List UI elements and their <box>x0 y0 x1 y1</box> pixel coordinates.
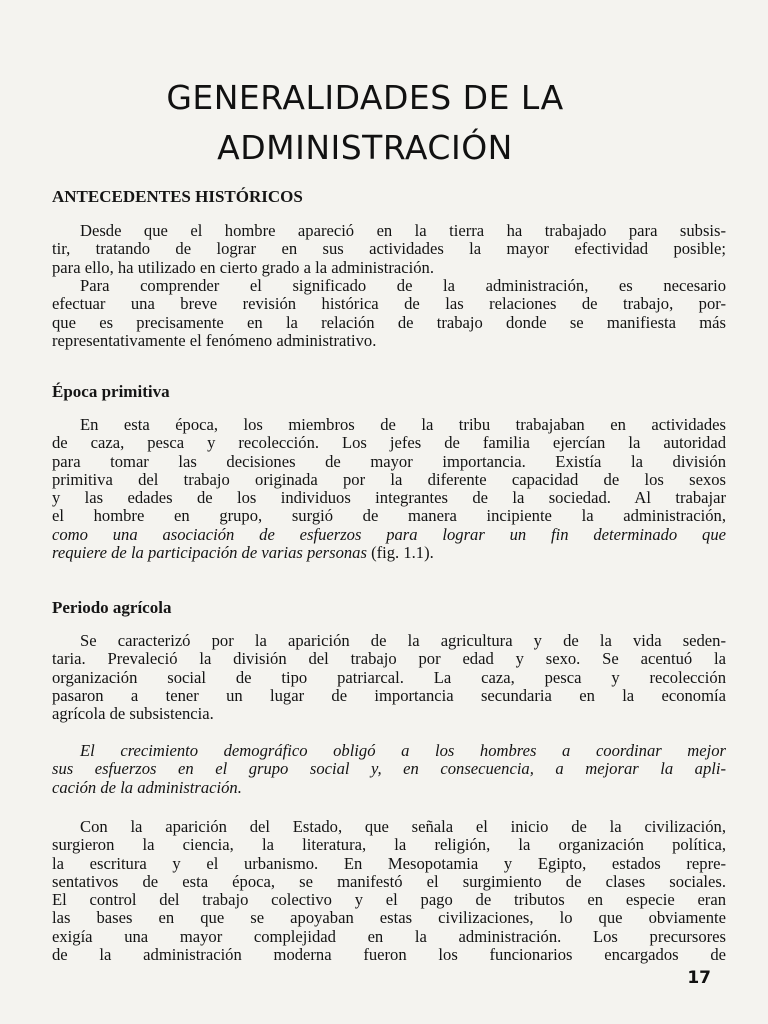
paragraph-line: que es precisamente en la relación de trabajo donde se manifiesta más <box>52 313 726 332</box>
paragraph-line: primitiva del trabajo originada por la diferente capacidad de los sexos <box>52 470 726 489</box>
paragraph-line: cación de la administración. <box>52 778 242 797</box>
paragraph-line: taria. Prevaleció la división del trabajo por edad y sexo. Se acentuó la <box>52 650 726 669</box>
paragraph-line: agrícola de subsistencia. <box>52 705 214 724</box>
heading-antecedentes: ANTECEDENTES HISTÓRICOS <box>52 187 303 206</box>
paragraph-line: de caza, pesca y recolección. Los jefes de familia ejercían la autoridad <box>52 434 726 453</box>
italic-phrase: requiere de la participación de varias personas <box>52 544 367 563</box>
paragraph-line: exigía una mayor complejidad en la administración. Los precursores <box>52 927 726 946</box>
paragraph-line: tir, tratando de lograr en sus actividades la mayor efectividad posible; <box>52 240 726 259</box>
paragraph-2 <box>52 277 726 350</box>
paragraph-line: de la administración moderna fueron los funcionarios encargados de <box>52 946 726 965</box>
paragraph-line: para ello, ha utilizado en cierto grado a la administración. <box>52 258 434 277</box>
paragraph-line: el hombre en grupo, surgió de manera incipiente la administración, <box>52 507 726 526</box>
paragraph-line: efectuar una breve revisión histórica de las relaciones de trabajo, por- <box>52 295 726 314</box>
paragraph-5-italic <box>52 742 726 797</box>
title-line-2: ADMINISTRACIÓN <box>217 128 513 167</box>
paragraph-line: la escritura y el urbanismo. En Mesopotamia y Egipto, estados repre- <box>52 854 726 873</box>
paragraph-6 <box>52 818 726 964</box>
paragraph-3 <box>52 416 726 562</box>
paragraph-line: para tomar las decisiones de mayor importancia. Existía la división <box>52 452 726 471</box>
paragraph-line: sentativos de esta época, se manifestó el surgimiento de clases sociales. <box>52 872 726 891</box>
paragraph-line: sus esfuerzos en el grupo social y, en consecuencia, a mejorar la apli- <box>52 760 726 779</box>
paragraph-line: pasaron a tener un lugar de importancia secundaria en la economía <box>52 686 726 705</box>
heading-epoca-primitiva: Época primitiva <box>52 382 170 401</box>
paragraph-line: En esta época, los miembros de la tribu trabajaban en actividades <box>80 416 726 434</box>
paragraph-line: Desde que el hombre apareció en la tierra ha trabajado para subsis- <box>80 222 726 240</box>
paragraph-line: las bases en que se apoyaban estas civilizaciones, lo que obviamente <box>52 909 726 928</box>
paragraph-line: y las edades de los individuos integrantes de la sociedad. Al trabajar <box>52 489 726 508</box>
paragraph-line: El control del trabajo colectivo y el pago de tributos en especie eran <box>52 891 726 910</box>
paragraph-line-italic: como una asociación de esfuerzos para lograr un fin determinado que <box>52 525 726 544</box>
paragraph-line: El crecimiento demográfico obligó a los hombres a coordinar mejor <box>80 742 726 760</box>
paragraph-line: organización social de tipo patriarcal. La caza, pesca y recolección <box>52 668 726 687</box>
page-number: 17 <box>687 968 711 988</box>
paragraph-line: Para comprender el significado de la administración, es necesario <box>80 277 726 295</box>
paragraph-line: Se caracterizó por la aparición de la agricultura y de la vida seden- <box>80 632 726 650</box>
paragraph-1 <box>52 222 726 277</box>
paragraph-line: surgieron la ciencia, la literatura, la religión, la organización política, <box>52 836 726 855</box>
paragraph-4 <box>52 632 726 723</box>
paragraph-line: representativamente el fenómeno administrativo. <box>52 331 377 350</box>
figure-reference: (fig. 1.1). <box>366 544 434 563</box>
paragraph-line: Con la aparición del Estado, que señala el inicio de la civilización, <box>80 818 726 836</box>
title-line-1: GENERALIDADES DE LA <box>166 78 564 117</box>
heading-periodo-agricola: Periodo agrícola <box>52 598 172 617</box>
paragraph-line-mixed <box>52 544 726 562</box>
